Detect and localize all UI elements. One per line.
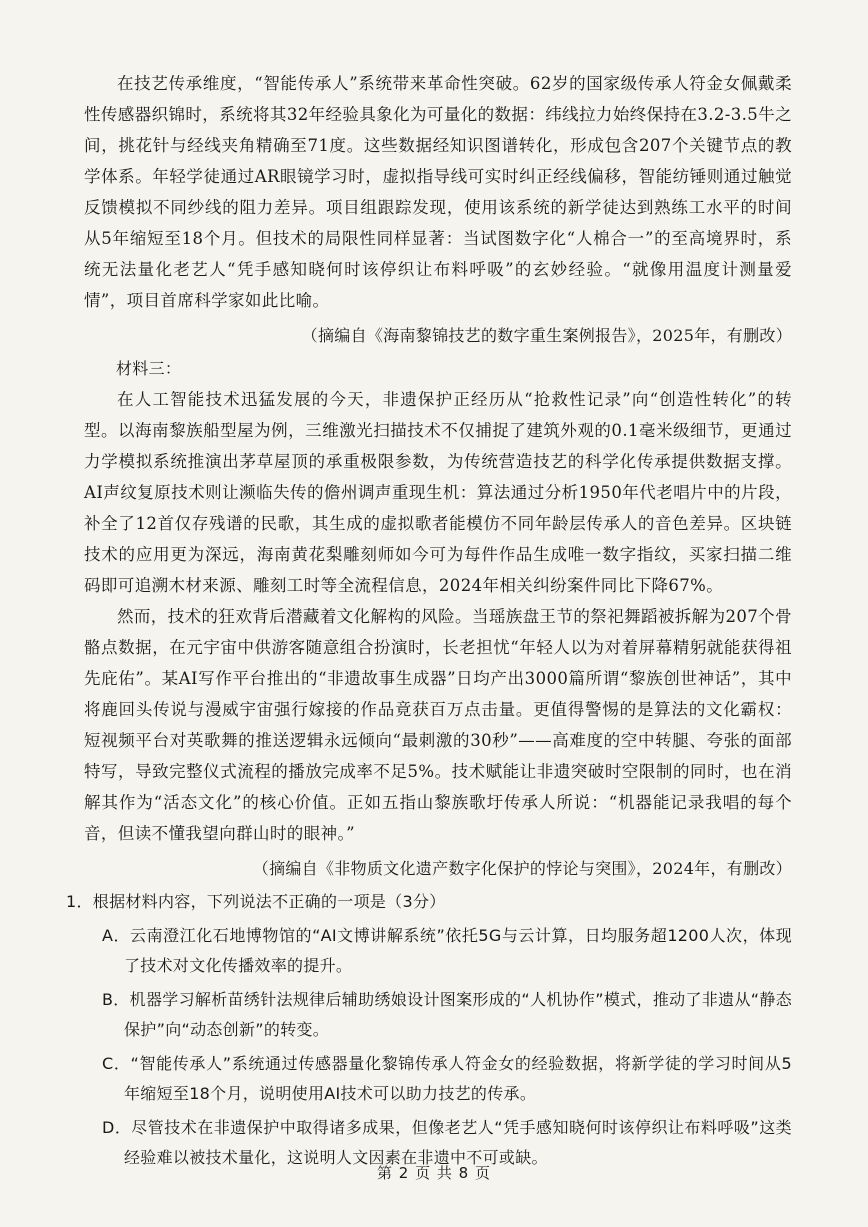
option-a: A．云南澄江化石地博物馆的“AI文博讲解系统”依托5G与云计算，日均服务超1200人次，体现了技术对文化传播效率的提升。 — [102, 926, 792, 975]
option-b: B．机器学习解析苗绣针法规律后辅助绣娘设计图案形成的“人机协作”模式，推动了非遗从“静态保护”向“动态创新”的转变。 — [102, 990, 792, 1039]
page-content — [66, 68, 792, 1173]
option-c: C．“智能传承人”系统通过传感器量化黎锦传承人符金女的经验数据，将新学徒的学习时间从5年缩短至18个月，说明使用AI技术可以助力技艺的传承。 — [102, 1054, 792, 1103]
question-stem: 1．根据材料内容，下列说法不正确的一项是（3分） — [66, 892, 446, 911]
source-citation-two: （摘编自《海南黎锦技艺的数字重生案例报告》，2025年，有删改） — [301, 326, 792, 345]
page-number: 第 2 页 共 8 页 — [377, 1164, 491, 1182]
source-citation-three: （摘编自《非物质文化遗产数字化保护的悖论与突围》，2024年，有删改） — [252, 859, 792, 878]
option-d: D．尽管技术在非遗保护中取得诸多成果，但像老艺人“凭手感知晓何时该停织让布料呼吸”这类经验难以被技术量化，这说明人文因素在非遗中不可或缺。 — [102, 1118, 792, 1167]
material-three-paragraph-1: 在人工智能技术迅猛发展的今天，非遗保护正经历从“抢救性记录”向“创造性转化”的转型。以海南黎族船型屋为例，三维激光扫描技术不仅捕捉了建筑外观的0.1毫米级细节，更通过力学模拟系统推演出茅草屋顶的承重极限参数，为传统营造技艺的科学化传承提供数据支撑。AI声纹复原技术则让濒临失传的儋州调声重现生机：算法通过分析1950年代老唱片中的片段，补全了12首仅存残谱的民歌，其生成的虚拟歌者能模仿不同年龄层传承人的音色差异。区块链技术的应用更为深远，海南黄花梨雕刻师如今可为每件作品生成唯一数字指纹，买家扫描二维码即可追溯木材来源、雕刻工时等全流程信息，2024年相关纠纷案件同比下降67%。 — [84, 390, 792, 595]
material-three-heading: 材料三： — [116, 359, 182, 378]
material-three-paragraph-2: 然而，技术的狂欢背后潜藏着文化解构的风险。当瑶族盘王节的祭祀舞蹈被拆解为207个骨骼点数据，在元宇宙中供游客随意组合扮演时，长老担忧“年轻人以为对着屏幕精躬就能获得祖先庇佑”。某AI写作平台推出的“非遗故事生成器”日均产出3000篇所谓“黎族创世神话”，其中将鹿回头传说与漫威宇宙强行嫁接的作品竟获百万点击量。更值得警惕的是算法的文化霸权：短视频平台对英歌舞的推送逻辑永远倾向“最刺激的30秒”——高难度的空中转腿、夸张的面部特写，导致完整仪式流程的播放完成率不足5%。技术赋能让非遗突破时空限制的同时，也在消解其作为“活态文化”的核心价值。正如五指山黎族歌圩传承人所说：“机器能记录我唱的每个音，但读不懂我望向群山时的眼神。” — [84, 607, 792, 843]
material-two-paragraph: 在技艺传承维度，“智能传承人”系统带来革命性突破。62岁的国家级传承人符金女佩戴柔性传感器织锦时，系统将其32年经验具象化为可量化的数据：纬线拉力始终保持在3.2-3.5牛之间，挑花针与经线夹角精确至71度。这些数据经知识图谱转化，形成包含207个关键节点的教学体系。年轻学徒通过AR眼镜学习时，虚拟指导线可实时纠正经线偏移，智能纺锤则通过触觉反馈模拟不同纱线的阻力差异。项目组跟踪发现，使用该系统的新学徒达到熟练工水平的时间从5年缩短至18个月。但技术的局限性同样显著：当试图数字化“人棉合一”的至高境界时，系统无法量化老艺人“凭手感知晓何时该停织让布料呼吸”的玄妙经验。“就像用温度计测量爱情”，项目首席科学家如此比喻。 — [84, 74, 792, 310]
